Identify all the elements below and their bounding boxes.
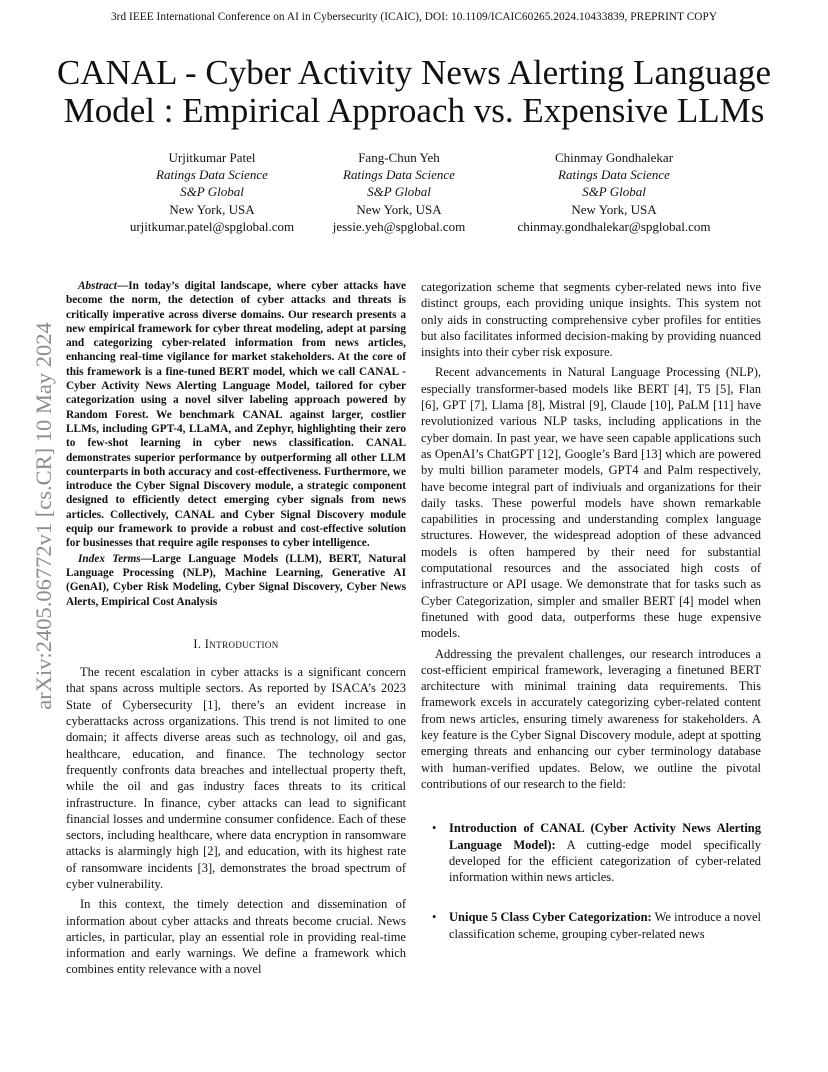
author-email: jessie.yeh@spglobal.com: [332, 218, 466, 234]
author-block: [494, 149, 734, 235]
bullet-lead: Unique 5 Class Cyber Categorization:: [449, 910, 652, 925]
author-email: chinmay.gondhalekar@spglobal.com: [517, 218, 711, 234]
paper-title: CANAL - Cyber Activity News Alerting Language Model : Empirical Approach vs. Expensive LLMs: [56, 53, 772, 130]
author-email: urjitkumar.patel@spglobal.com: [129, 218, 295, 234]
contributions-list: [421, 820, 761, 942]
author-department: Ratings Data Science: [156, 167, 268, 183]
author-name: Chinmay Gondhalekar: [554, 150, 674, 165]
section-heading: I. Introduction: [193, 636, 279, 651]
list-item: [421, 909, 761, 942]
abstract-lead: Abstract: [78, 280, 117, 292]
author-block: [279, 149, 519, 235]
right-column: [421, 279, 761, 942]
arxiv-identifier-stamp: arXiv:2405.06772v1 [cs.CR] 10 May 2024: [31, 322, 56, 710]
author-city: New York, USA: [571, 201, 657, 217]
bullet-lead: Introduction of CANAL (Cyber Activity News Alerting Language Model):: [449, 821, 761, 852]
body-paragraph: The recent escalation in cyber attacks is a significant concern that spans across multiple sectors. As reported by ISACA’s 2023 State of Cybersecurity [1], there’s an evident increase in cyberattacks across organizations. This trend is not limited to one domain; it affects diverse areas such as technology, oil and gas, healthcare, education, and finance. The technology sector frequently confronts data breaches and intellectual property theft, while the oil and gas industry faces threats to its critical infrastructure. In finance, cyber attacks can lead to significant financial losses and undermine consumer confidence. Each of these sectors, including healthcare, where data encryption in ransomware attacks is alarmingly high [2], and education, with its highest rate of ransomware incidents [3], demonstrates the broad spectrum of cyber vulnerability.: [66, 665, 406, 891]
conference-header: 3rd IEEE International Conference on AI in Cybersecurity (ICAIC), DOI: 10.1109/ICAIC60265.2024.10433839, PREPRINT COPY: [110, 11, 718, 23]
index-terms: [66, 552, 406, 609]
abstract-text: —In today’s digital landscape, where cyber attacks have become the norm, the detection of cyber attacks and threats is critically imperative across diverse domains. Our research presents a new empirical framework for cyber threat modeling, adept at parsing and categorizing cyber-related information from news articles, enhancing real-time vigilance for market stakeholders. At the core of this framework is a fine-tuned BERT model, which we call CANAL - Cyber Activity News Alerting Language Model, tailored for cyber categorization using a novel silver labeling approach powered by Random Forest. We benchmark CANAL against larger, costlier LLMs, including GPT-4, LLaMA, and Zephyr, highlighting their zero to few-shot learning in cyber news classification. CANAL demonstrates superior performance by outperforming all other LLM counterparts in both accuracy and cost-effectiveness. Furthermore, we introduce the Cyber Signal Discovery module, a strategic component designed to efficiently detect emerging cyber signals from news articles. Collectively, CANAL and Cyber Signal Discovery module equip our framework to provide a robust and cost-effective solution for businesses that require agile responses to cyber intelligence.: [66, 280, 406, 550]
bullet-text: A cutting-edge model specifically developed for the efficient categorization of cyber-related information within news articles.: [449, 837, 761, 885]
index-terms-lead: Index Terms: [78, 552, 141, 565]
body-paragraph: In this context, the timely detection and dissemination of information about cyber attacks and threats become crucial. News articles, in particular, play an essential role in providing real-time information and early warnings. We define a framework which combines entity relevance with a novel: [66, 897, 406, 977]
abstract: [66, 279, 406, 551]
author-city: New York, USA: [169, 201, 255, 217]
left-column: [66, 279, 406, 978]
author-organization: S&P Global: [367, 184, 431, 200]
author-name: Fang-Chun Yeh: [358, 150, 440, 165]
body-paragraph: Addressing the prevalent challenges, our research introduces a cost-efficient empirical framework, leveraging a finetuned BERT architecture with minimal training data requirements. This framework excels in accurately categorizing cyber-related content from news articles, ensuring timely awareness for stakeholders. A key feature is the Cyber Signal Discovery module, adept at spotting emerging threats and enhancing our cyber terminology database with human-verified updates. Below, we outline the pivotal contributions of our research to the field:: [421, 646, 761, 791]
author-name: Urjitkumar Patel: [168, 150, 256, 165]
author-city: New York, USA: [356, 201, 442, 217]
author-organization: S&P Global: [582, 184, 646, 200]
list-item: [421, 820, 761, 885]
author-organization: S&P Global: [180, 184, 244, 200]
index-terms-text: —Large Language Models (LLM), BERT, Natural Language Processing (NLP), Machine Learning, Generative AI (GenAI), Cyber Risk Modeling, Cyber Signal Discovery, Cyber News Alerts, Empirical Cost Analysis: [66, 552, 407, 608]
body-paragraph: categorization scheme that segments cyber-related news into five distinct groups, each providing unique insights. This system not only aids in constructing comprehensive cyber profiles for entities but also facilitates informed decision-making by providing nuanced insights into their cyber risk exposure.: [421, 280, 761, 360]
body-paragraph: Recent advancements in Natural Language Processing (NLP), especially transformer-based models like BERT [4], T5 [5], Flan [6], GPT [7], Llama [8], Mistral [9], Claude [10], PaLM [11] have revolutionized various NLP tasks, including applications in the cyber domain. In past year, we have seen capable applications such as OpenAI’s ChatGPT [12], Google’s Bard [13] which are powered by multi billion parameter models, GPT4 and Palm respectively, have become integral part of indiviuals and organizations for their daily tasks. These powerful models have shown remarkable capabilities in processing and understanding complex language structures. However, the widespread adoption of these advanced models is often hampered by their need for substantial computational resources and the associated high costs of infrastructure or API usage. We demonstrate that for tasks such as Cyber Categorization, simpler and smaller BERT [4] model when finetuned with good data, outperforms these huge expensive models.: [421, 365, 761, 641]
bullet-text: We introduce a novel classification scheme, grouping cyber-related news: [449, 910, 761, 941]
author-department: Ratings Data Science: [343, 167, 455, 183]
author-department: Ratings Data Science: [558, 167, 670, 183]
